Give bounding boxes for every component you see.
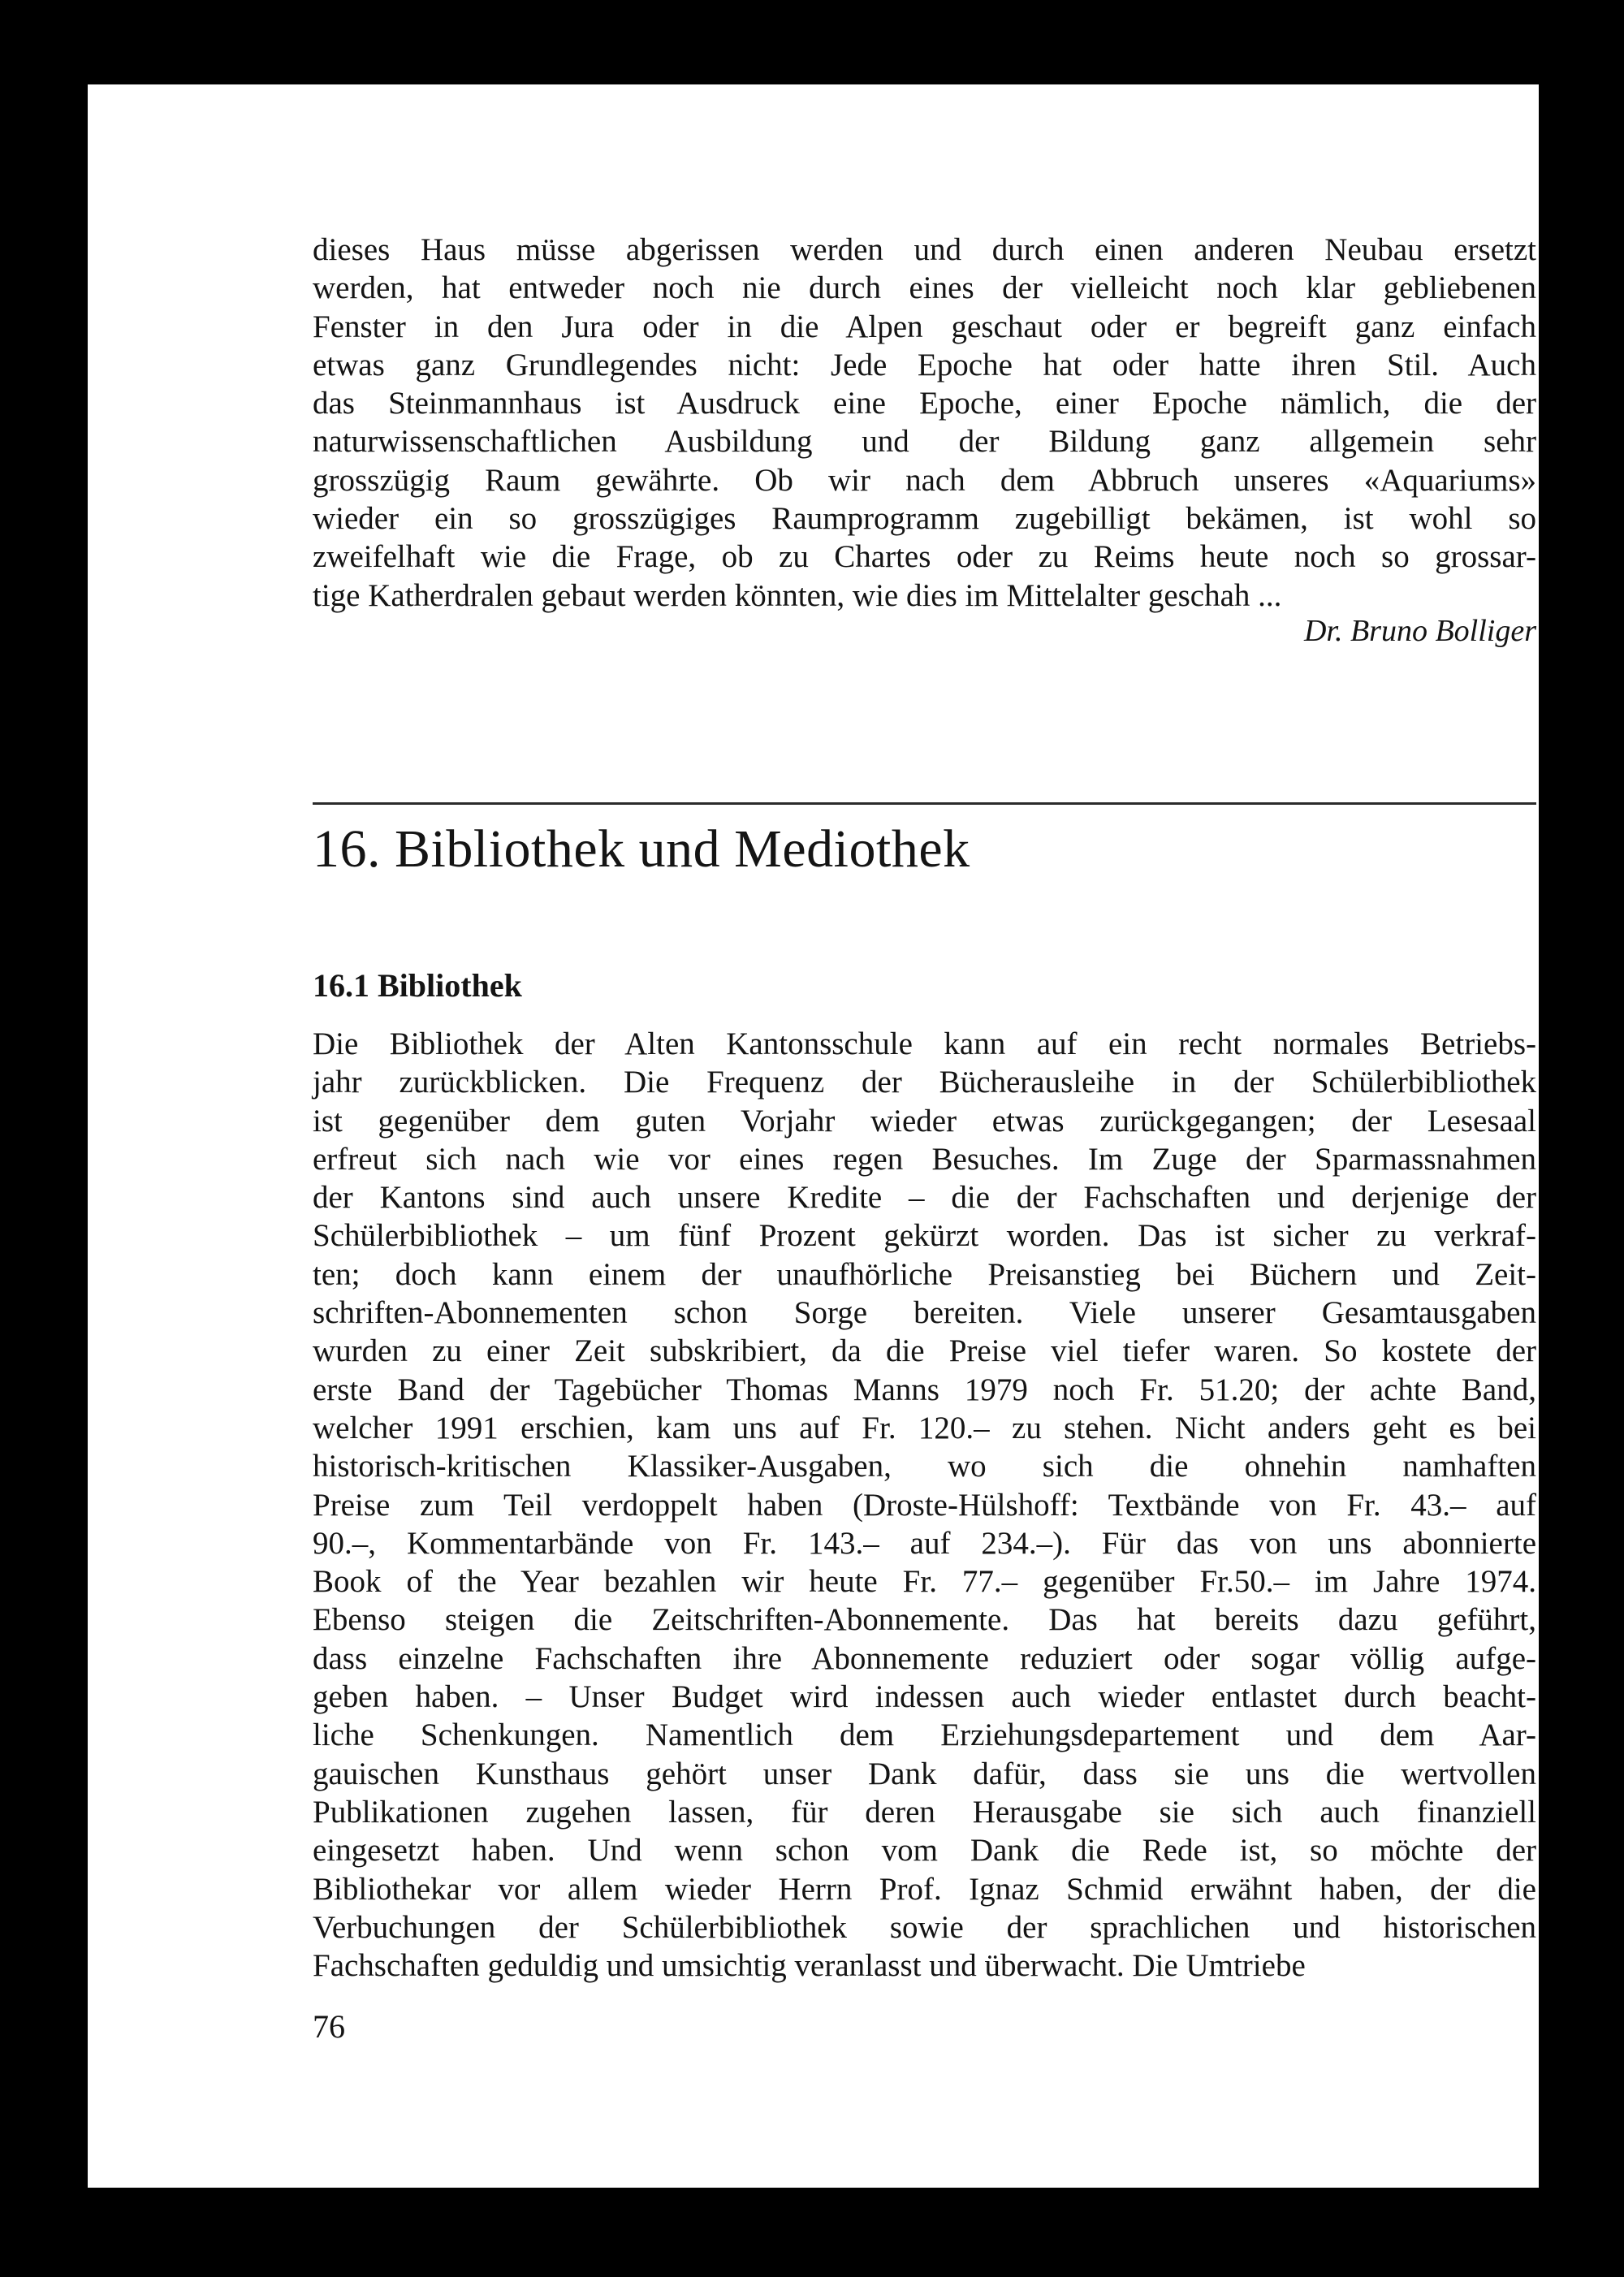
text-line: zweifelhaft wie die Frage, ob zu Chartes oder zu Reims heute noch so grossar- bbox=[313, 539, 1536, 575]
text-line: naturwissenschaftlichen Ausbildung und der Bildung ganz allgemein sehr bbox=[313, 424, 1536, 460]
text-line: gauischen Kunsthaus gehört unser Dank dafür, dass sie uns die wertvollen bbox=[313, 1756, 1536, 1791]
page bbox=[88, 84, 1539, 2188]
page-number: 76 bbox=[313, 2008, 345, 2045]
text-line: wurden zu einer Zeit subskribiert, da die Preise viel tiefer waren. So kostete der bbox=[313, 1333, 1536, 1369]
paragraph-continuation bbox=[313, 231, 1536, 615]
text-line: Bibliothekar vor allem wieder Herrn Prof. Ignaz Schmid erwähnt haben, der die bbox=[313, 1871, 1536, 1907]
text-line: Fachschaften geduldig und umsichtig veranlasst und überwacht. Die Umtriebe bbox=[313, 1948, 1306, 1984]
text-line: erfreut sich nach wie vor eines regen Besuches. Im Zuge der Sparmassnahmen bbox=[313, 1141, 1536, 1177]
text-line: Preise zum Teil verdoppelt haben (Droste-Hülshoff: Textbände von Fr. 43.– auf bbox=[313, 1487, 1536, 1523]
section-title: 16.1 Bibliothek bbox=[313, 967, 522, 1004]
text-line: Book of the Year bezahlen wir heute Fr. 77.– gegenüber Fr.50.– im Jahre 1974. bbox=[313, 1564, 1536, 1600]
text-line: tige Katherdralen gebaut werden könnten, wie dies im Mittelalter geschah ... bbox=[313, 577, 1282, 613]
text-line: jahr zurückblicken. Die Frequenz der Bücherausleihe in der Schülerbibliothek bbox=[313, 1065, 1536, 1100]
text-line: ten; doch kann einem der unaufhörliche Preisanstieg bei Büchern und Zeit- bbox=[313, 1256, 1536, 1292]
intro-paragraph bbox=[313, 231, 1536, 655]
text-line: der Kantons sind auch unsere Kredite – die der Fachschaften und derjenige der bbox=[313, 1180, 1536, 1216]
chapter-title: 16. Bibliothek und Mediothek bbox=[313, 819, 970, 879]
text-line: grosszügig Raum gewährte. Ob wir nach dem Abbruch unseres «Aquariums» bbox=[313, 462, 1536, 498]
text-line: das Steinmannhaus ist Ausdruck eine Epoche, einer Epoche nämlich, die der bbox=[313, 386, 1536, 421]
author-signature: Dr. Bruno Bolliger bbox=[1303, 613, 1536, 648]
text-line: Fenster in den Jura oder in die Alpen geschaut oder er begreift ganz einfach bbox=[313, 309, 1536, 344]
text-line: Publikationen zugehen lassen, für deren Herausgabe sie sich auch finanziell bbox=[313, 1794, 1536, 1830]
text-line: wieder ein so grosszügiges Raumprogramm zugebilligt bekämen, ist wohl so bbox=[313, 501, 1536, 537]
text-line: 90.–, Kommentarbände von Fr. 143.– auf 234.–). Für das von uns abonnierte bbox=[313, 1525, 1536, 1561]
text-line: historisch-kritischen Klassiker-Ausgaben, wo sich die ohnehin namhaften bbox=[313, 1449, 1536, 1484]
text-line: dieses Haus müsse abgerissen werden und durch einen anderen Neubau ersetzt bbox=[313, 232, 1536, 267]
text-line: welcher 1991 erschien, kam uns auf Fr. 120.– zu stehen. Nicht anders geht es bei bbox=[313, 1410, 1536, 1445]
text-line: Schülerbibliothek – um fünf Prozent gekürzt worden. Das ist sicher zu verkraf- bbox=[313, 1218, 1536, 1254]
chapter-divider bbox=[313, 802, 1536, 805]
text-line: schriften-Abonnementen schon Sorge bereiten. Viele unserer Gesamtausgaben bbox=[313, 1295, 1536, 1331]
text-line: dass einzelne Fachschaften ihre Abonnemente reduziert oder sogar völlig aufge- bbox=[313, 1640, 1536, 1676]
text-line: werden, hat entweder noch nie durch eines der vielleicht noch klar gebliebenen bbox=[313, 270, 1536, 306]
text-line: erste Band der Tagebücher Thomas Manns 1979 noch Fr. 51.20; der achte Band, bbox=[313, 1372, 1536, 1407]
text-line: geben haben. – Unser Budget wird indessen auch wieder entlastet durch beacht- bbox=[313, 1679, 1536, 1715]
paragraph-library bbox=[313, 1025, 1536, 1985]
text-line: ist gegenüber dem guten Vorjahr wieder etwas zurückgegangen; der Lesesaal bbox=[313, 1103, 1536, 1138]
text-line: Die Bibliothek der Alten Kantonsschule kann auf ein recht normales Betriebs- bbox=[313, 1026, 1536, 1061]
text-line: Verbuchungen der Schülerbibliothek sowie der sprachlichen und historischen bbox=[313, 1909, 1536, 1945]
text-line: liche Schenkungen. Namentlich dem Erziehungsdepartement und dem Aar- bbox=[313, 1717, 1536, 1753]
text-line: eingesetzt haben. Und wenn schon vom Dank die Rede ist, so möchte der bbox=[313, 1833, 1536, 1869]
text-line: Ebenso steigen die Zeitschriften-Abonnemente. Das hat bereits dazu geführt, bbox=[313, 1602, 1536, 1638]
library-section-body bbox=[313, 1025, 1536, 1985]
text-line: etwas ganz Grundlegendes nicht: Jede Epoche hat oder hatte ihren Stil. Auch bbox=[313, 347, 1536, 382]
